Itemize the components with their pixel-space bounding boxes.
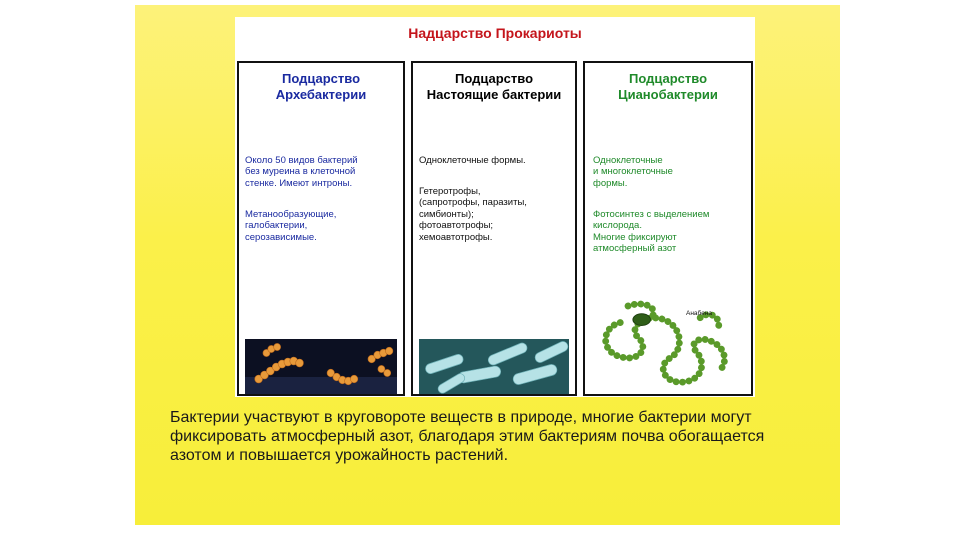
column-title-line1: Подцарство <box>628 71 708 86</box>
column-title-line1: Подцарство <box>281 71 361 86</box>
anabaena-label: Анабена <box>686 310 713 317</box>
column-cyanobacteria <box>583 61 753 396</box>
description-paragraph: Одноклеточные формы. <box>419 154 526 166</box>
bacilli-photo <box>419 339 569 394</box>
bottom-caption: Бактерии участвуют в круговороте веществ в природе, многие бактерии могут фиксировать атмосферный азот, благодаря этим бактериям почва обогащается азотом и повышается урожайность растений. <box>170 409 765 464</box>
column-archaebacteria <box>237 61 405 396</box>
column-title <box>413 71 575 103</box>
column-description <box>419 143 569 263</box>
column-true-bacteria <box>411 61 577 396</box>
description-paragraph: Около 50 видов бактерий без муреина в клеточной стенке. Имеют интроны. <box>245 154 358 189</box>
column-title <box>585 71 751 103</box>
description-paragraph: Одноклеточные и многоклеточные формы. <box>593 154 673 189</box>
column-title-line2: Цианобактерии <box>618 87 718 102</box>
archaebacteria-photo <box>245 339 397 394</box>
column-title <box>239 71 403 103</box>
column-title-line1: Подцарство <box>454 71 534 86</box>
anabaena-illustration <box>591 297 745 392</box>
classification-panel <box>235 17 755 397</box>
description-paragraph: Метанообразующие, галобактерии, серозависимые. <box>245 208 337 243</box>
column-description <box>245 143 397 263</box>
main-title: Надцарство Прокариоты <box>408 25 582 41</box>
description-paragraph: Гетеротрофы, (сапротрофы, паразиты, симбионты); фотоавтотрофы; хемоавтотрофы. <box>419 185 527 243</box>
description-paragraph: Фотосинтез с выделением кислорода. Многие фиксируют атмосферный азот <box>593 208 710 254</box>
column-title-line2: Настоящие бактерии <box>426 87 562 102</box>
column-title-line2: Архебактерии <box>275 87 367 102</box>
column-description <box>593 143 745 274</box>
